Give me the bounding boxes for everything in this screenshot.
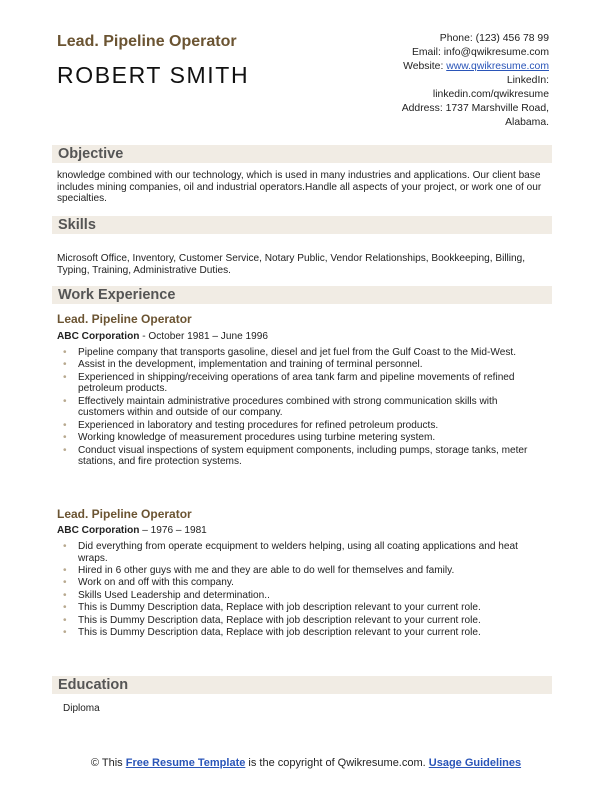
bullet-icon: •	[63, 359, 67, 371]
list-item	[62, 602, 544, 614]
bullet-icon: •	[63, 602, 67, 614]
bullet-text: Experienced in shipping/receiving operations of area tank farm and pipeline movements of refined petroleum products.	[78, 371, 515, 395]
bullet-icon: •	[63, 432, 67, 444]
objective-title: Objective	[58, 146, 124, 162]
skills-text: Microsoft Office, Inventory, Customer Service, Notary Public, Vendor Relationships, Bookkeeping, Billing, Typing, Training, Administrative Duties.	[57, 253, 526, 276]
contact-phone	[349, 32, 549, 46]
list-item	[62, 372, 544, 395]
contact-website	[349, 60, 549, 74]
company-name: ABC Corporation	[57, 525, 140, 536]
education-section-header	[52, 676, 552, 694]
list-item	[62, 577, 544, 589]
bullet-icon: •	[63, 541, 67, 552]
address-label: Address:	[401, 103, 443, 114]
list-item	[62, 627, 544, 639]
bullet-text: Conduct visual inspections of system equipment components, including pumps, storage tanks, meter stations, and fire protection systems.	[78, 444, 528, 468]
job-dates: – 1976 – 1981	[139, 525, 207, 536]
bullet-icon: •	[63, 589, 67, 601]
bullet-icon: •	[63, 395, 67, 407]
phone-value: (123) 456 78 99	[475, 33, 549, 44]
website-link[interactable]: www.qwikresume.com	[446, 61, 549, 72]
list-item	[62, 565, 544, 577]
bullet-text: This is Dummy Description data, Replace with job description relevant to your current role.	[78, 626, 481, 638]
list-item	[62, 615, 544, 627]
bullet-text: Working knowledge of measurement procedures using turbine metering system.	[78, 432, 436, 444]
contact-address	[349, 102, 549, 116]
usage-guidelines-link[interactable]: Usage Guidelines	[428, 757, 522, 769]
work-experience-title: Work Experience	[58, 287, 176, 303]
bullet-text: Hired in 6 other guys with me and they are able to do well for themselves and family.	[78, 564, 455, 576]
list-item	[62, 590, 544, 602]
email-label: Email:	[411, 47, 441, 58]
list-item	[62, 347, 544, 359]
website-label: Website:	[403, 61, 444, 72]
bullet-icon: •	[63, 444, 67, 456]
objective-section-header	[52, 145, 552, 163]
candidate-name: ROBERT SMITH	[57, 62, 250, 88]
list-item	[62, 359, 544, 371]
bullet-text: Did everything from operate ecquipment to welders helping, using all coating applications and heat wraps.	[78, 541, 518, 564]
bullet-text: Assist in the development, implementation and training of terminal personnel.	[78, 359, 423, 371]
list-item	[62, 445, 544, 468]
job-company-line	[57, 331, 268, 342]
bullet-text: This is Dummy Description data, Replace with job description relevant to your current role.	[78, 602, 481, 614]
email-value: info@qwikresume.com	[443, 47, 549, 58]
bullet-icon: •	[63, 564, 67, 576]
contact-linkedin-value: linkedin.com/qwikresume	[432, 89, 549, 100]
bullet-text: Experienced in laboratory and testing procedures for refined petroleum products.	[78, 419, 439, 431]
header-job-title: Lead. Pipeline Operator	[57, 33, 237, 50]
bullet-icon: •	[63, 626, 67, 638]
bullet-icon: •	[63, 614, 67, 626]
contact-email	[349, 46, 549, 60]
bullet-icon: •	[63, 347, 67, 358]
address-line1: 1737 Marshville Road,	[445, 103, 549, 114]
phone-label: Phone:	[439, 33, 473, 44]
contact-linkedin-label: LinkedIn:	[506, 75, 549, 86]
bullet-text: This is Dummy Description data, Replace with job description relevant to your current role.	[78, 614, 481, 626]
company-name: ABC Corporation	[57, 331, 140, 342]
job-title: Lead. Pipeline Operator	[57, 312, 192, 326]
job-bullet-list	[62, 347, 544, 469]
job-bullet-list	[62, 541, 544, 639]
list-item	[62, 432, 544, 444]
bullet-text: Effectively maintain administrative procedures combined with strong communication skills with customers within and outside of our company.	[78, 395, 498, 419]
bullet-icon: •	[63, 577, 67, 589]
skills-title: Skills	[58, 217, 96, 233]
contact-block	[349, 32, 549, 130]
job-title: Lead. Pipeline Operator	[57, 507, 192, 521]
education-title: Education	[58, 677, 129, 693]
contact-address-line2: Alabama.	[505, 117, 549, 128]
list-item	[62, 396, 544, 419]
job-dates: - October 1981 – June 1996	[139, 331, 268, 342]
footer-middle: is the copyright of Qwikresume.com.	[245, 757, 429, 769]
list-item	[62, 541, 544, 564]
bullet-icon: •	[63, 419, 67, 431]
job-company-line	[57, 525, 207, 536]
education-item: Diploma	[63, 703, 100, 714]
footer-prefix: © This	[90, 757, 126, 769]
bullet-text: Pipeline company that transports gasoline, diesel and jet fuel from the Gulf Coast to the Mid-West.	[78, 347, 516, 358]
free-resume-template-link[interactable]: Free Resume Template	[125, 757, 246, 769]
bullet-text: Skills Used Leadership and determination..	[78, 589, 270, 601]
objective-text: knowledge combined with our technology, which is used in many industries and applications. Our client base includes mining companies, oil and industrial operators.Handle all aspects of your project, or work one of our specialties.	[57, 170, 542, 205]
skills-section-header	[52, 216, 552, 234]
list-item	[62, 420, 544, 432]
bullet-text: Work on and off with this company.	[78, 577, 234, 589]
bullet-icon: •	[63, 371, 67, 383]
work-experience-section-header	[52, 286, 552, 304]
copyright-footer	[60, 757, 552, 771]
